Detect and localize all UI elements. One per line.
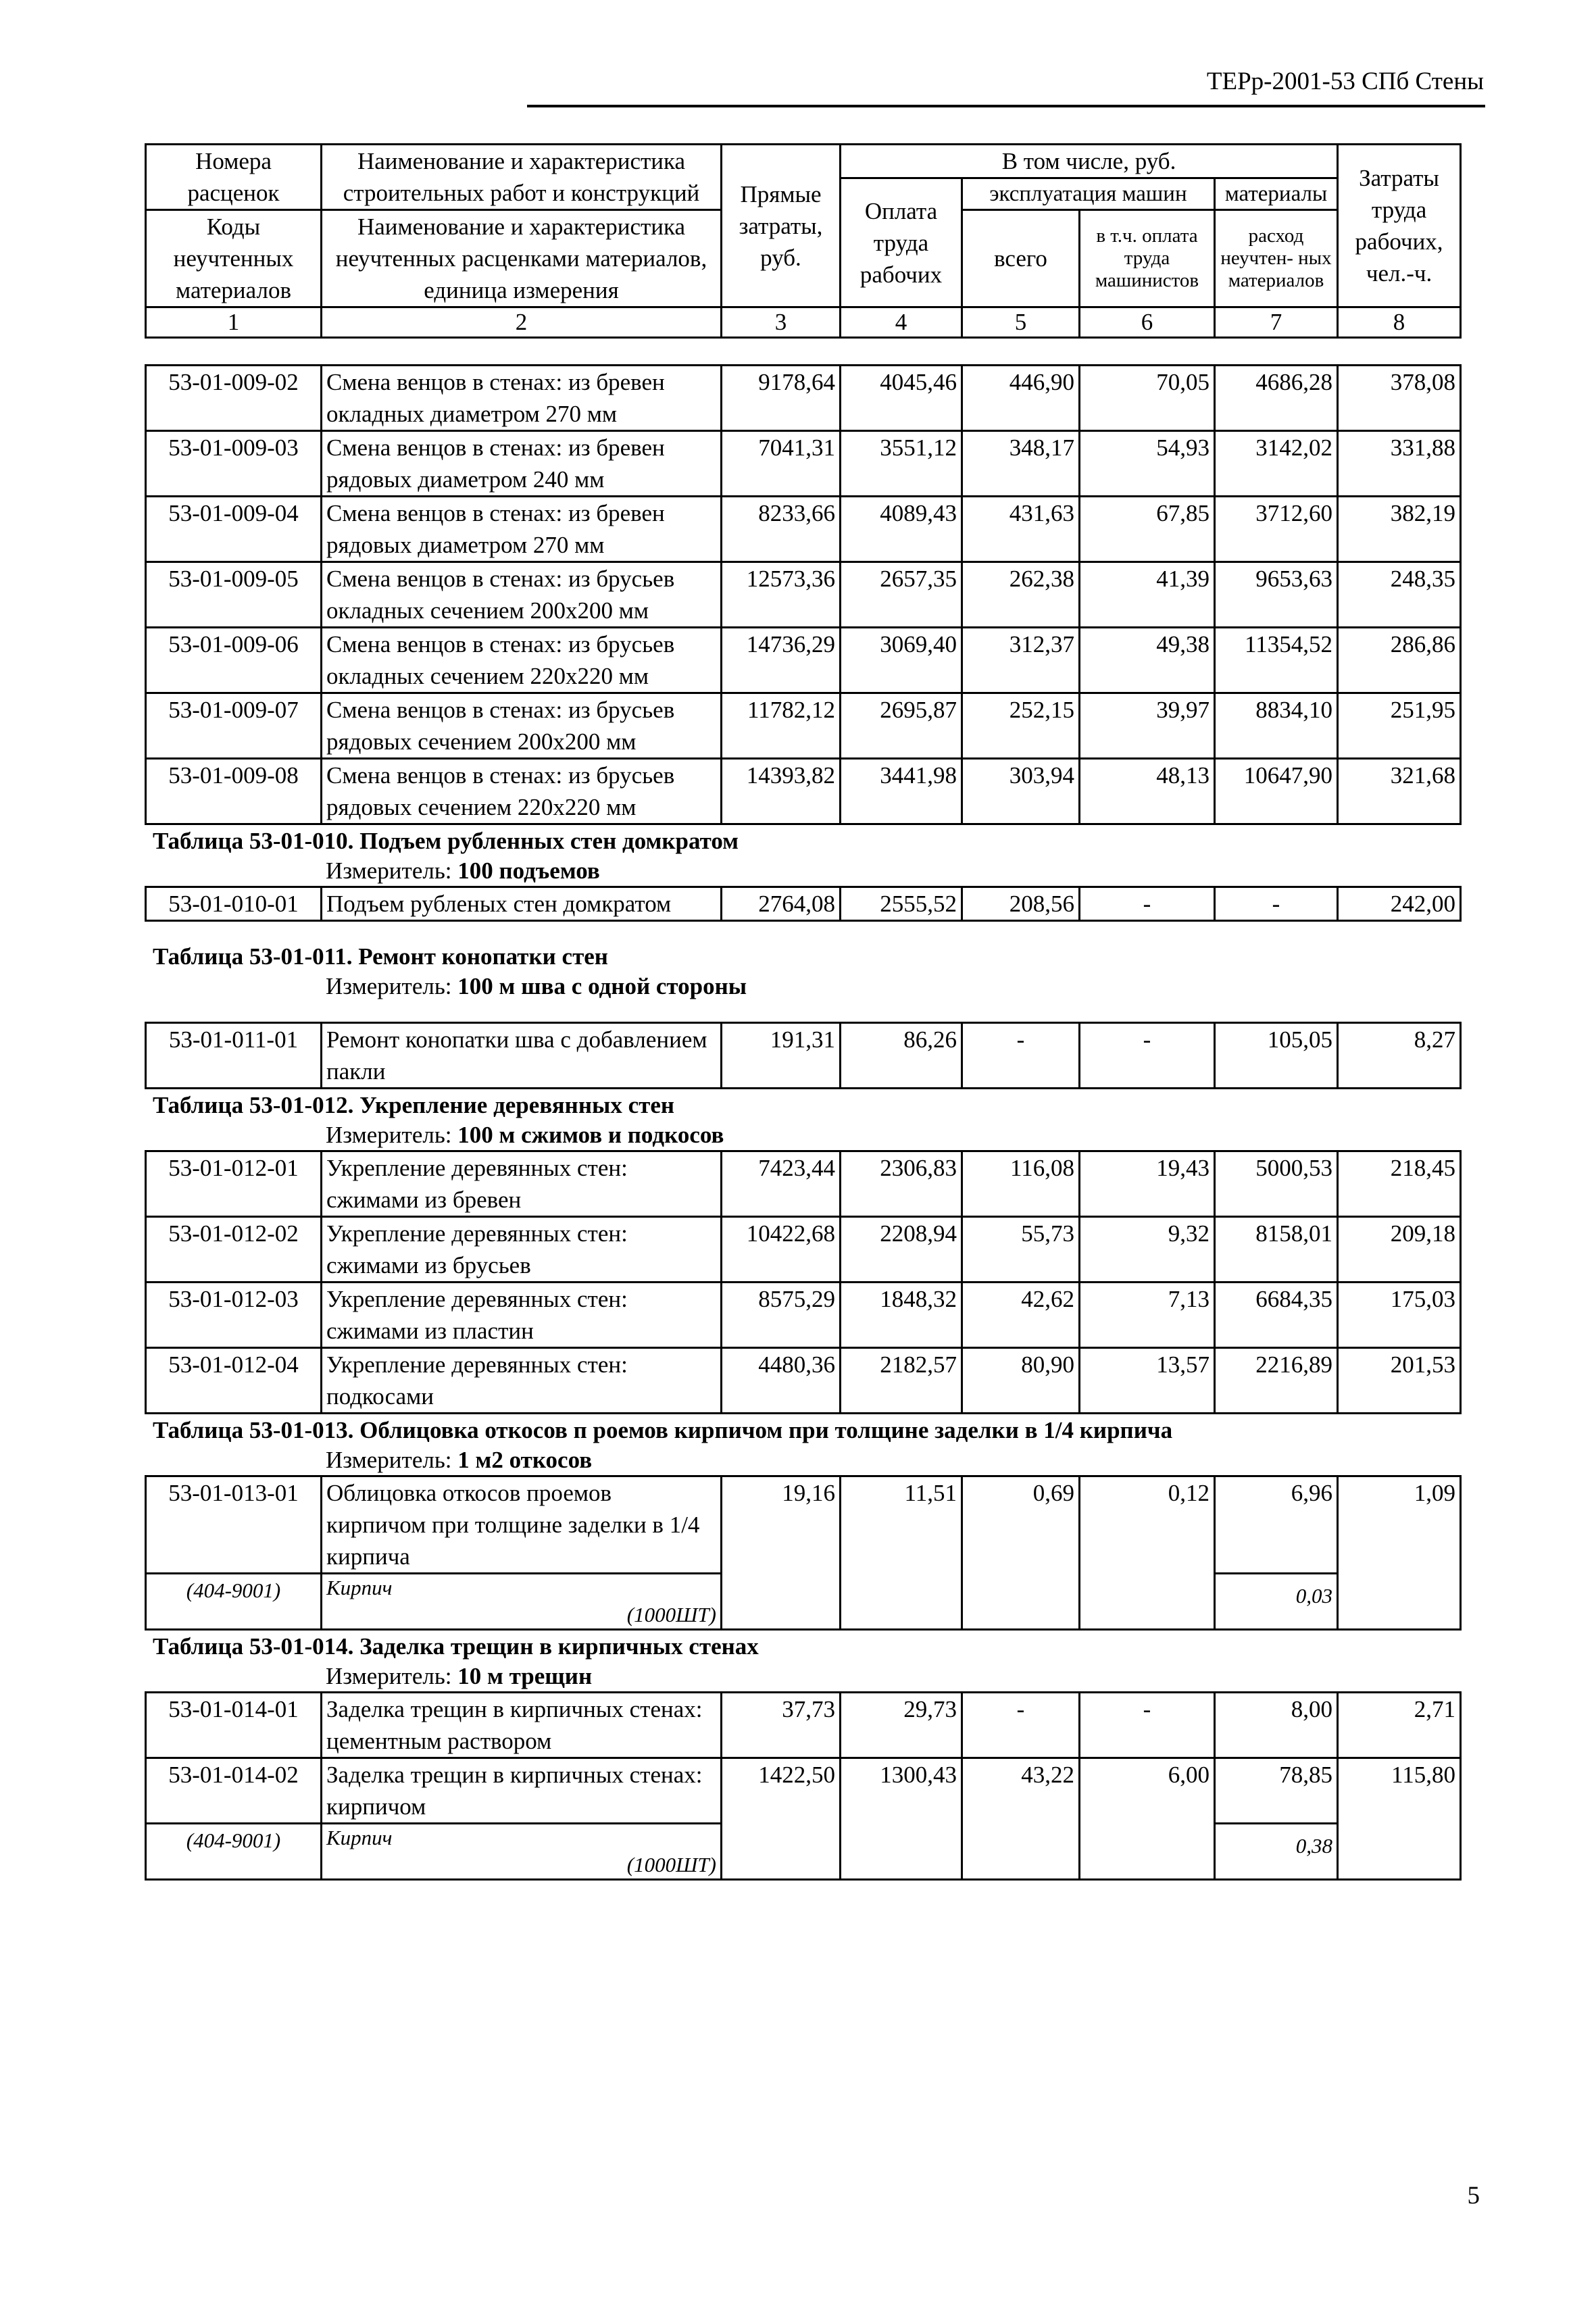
labor-hours: 8,27 (1338, 1023, 1461, 1089)
rate-name: Смена венцов в стенах: из бревен окладных диаметром 270 мм (322, 366, 722, 431)
operators-pay: 13,57 (1080, 1348, 1215, 1414)
header-materials: материалы (1215, 178, 1338, 210)
table-009 (145, 364, 1462, 825)
material-name: Кирпич (326, 1826, 393, 1849)
table-014-meter (145, 1662, 1460, 1691)
labor-hours: 115,80 (1338, 1758, 1461, 1824)
labor-hours: 242,00 (1338, 887, 1461, 921)
material-row (146, 1574, 1461, 1630)
empty-cell (722, 1574, 841, 1630)
rate-code: 53-01-012-01 (146, 1151, 322, 1217)
meter-label: Измеритель: (326, 1663, 452, 1689)
header-machines-total: всего (962, 210, 1080, 307)
labor-pay: 2306,83 (841, 1151, 962, 1217)
direct-costs: 11782,12 (722, 693, 841, 759)
labor-pay: 1300,43 (841, 1758, 962, 1824)
meter-value: 100 м шва с одной стороны (457, 973, 747, 999)
labor-hours: 175,03 (1338, 1283, 1461, 1348)
machines-total: 55,73 (962, 1217, 1080, 1283)
empty-cell (1080, 1824, 1215, 1880)
labor-hours: 209,18 (1338, 1217, 1461, 1283)
col-number: 4 (841, 307, 962, 338)
rate-name: Заделка трещин в кирпичных стенах: цементным раствором (322, 1693, 722, 1758)
labor-pay: 29,73 (841, 1693, 962, 1758)
machines-total: 303,94 (962, 759, 1080, 824)
machines-total: 252,15 (962, 693, 1080, 759)
header-labor-hours: Затраты труда рабочих, чел.-ч. (1338, 145, 1461, 307)
materials-cost: 4686,28 (1215, 366, 1338, 431)
table-013 (145, 1475, 1462, 1631)
rate-name: Подъем рубленых стен домкратом (322, 887, 722, 921)
col-number: 8 (1338, 307, 1461, 338)
material-amount: 0,03 (1215, 1574, 1338, 1630)
labor-hours: 218,45 (1338, 1151, 1461, 1217)
header-unaccounted-consumption: расход неучтен- ных материалов (1215, 210, 1338, 307)
rate-code: 53-01-009-07 (146, 693, 322, 759)
table-row (146, 431, 1461, 497)
col-number: 1 (146, 307, 322, 338)
labor-pay: 4089,43 (841, 497, 962, 562)
empty-cell (722, 1824, 841, 1880)
table-010-meter (145, 856, 1460, 886)
operators-pay: 41,39 (1080, 562, 1215, 628)
labor-hours: 321,68 (1338, 759, 1461, 824)
machines-total: - (962, 1023, 1080, 1089)
table-row (146, 1151, 1461, 1217)
table-row (146, 1217, 1461, 1283)
labor-pay: 4045,46 (841, 366, 962, 431)
rate-code: 53-01-009-06 (146, 628, 322, 693)
rate-name: Укрепление деревянных стен: сжимами из бревен (322, 1151, 722, 1217)
empty-cell (962, 1824, 1080, 1880)
machines-total: 208,56 (962, 887, 1080, 921)
labor-pay: 86,26 (841, 1023, 962, 1089)
materials-cost: 105,05 (1215, 1023, 1338, 1089)
table-013-title: Таблица 53-01-013. Облицовка откосов п роемов кирпичом при толщине заделки в 1/4 кирпича (153, 1417, 1173, 1443)
labor-pay: 2657,35 (841, 562, 962, 628)
table-014 (145, 1691, 1462, 1881)
rate-code: 53-01-009-05 (146, 562, 322, 628)
material-row (146, 1824, 1461, 1880)
rate-code: 53-01-014-02 (146, 1758, 322, 1824)
labor-pay: 3441,98 (841, 759, 962, 824)
labor-hours: 378,08 (1338, 366, 1461, 431)
machines-total: - (962, 1693, 1080, 1758)
materials-cost: 6684,35 (1215, 1283, 1338, 1348)
rate-name: Смена венцов в стенах: из бревен рядовых диаметром 270 мм (322, 497, 722, 562)
materials-cost: 2216,89 (1215, 1348, 1338, 1414)
empty-cell (841, 1574, 962, 1630)
meter-value: 100 м сжимов и подкосов (457, 1122, 724, 1148)
rate-name: Укрепление деревянных стен: сжимами из брусьев (322, 1217, 722, 1283)
meter-label: Измеритель: (326, 857, 452, 884)
operators-pay: 49,38 (1080, 628, 1215, 693)
table-row (146, 628, 1461, 693)
meter-label: Измеритель: (326, 1122, 452, 1148)
material-unit: (1000ШТ) (626, 1603, 716, 1626)
rates-document (145, 143, 1460, 1881)
rate-name: Укрепление деревянных стен: подкосами (322, 1348, 722, 1414)
operators-pay: 6,00 (1080, 1758, 1215, 1824)
rate-name: Смена венцов в стенах: из брусьев рядовых сечением 220x220 мм (322, 759, 722, 824)
empty-cell (1338, 1824, 1461, 1880)
table-010-title: Таблица 53-01-010. Подъем рубленных стен домкратом (153, 828, 739, 854)
operators-pay: 54,93 (1080, 431, 1215, 497)
rate-name: Смена венцов в стенах: из брусьев рядовых сечением 200x200 мм (322, 693, 722, 759)
machines-total: 0,69 (962, 1476, 1080, 1574)
operators-pay: 19,43 (1080, 1151, 1215, 1217)
rate-code: 53-01-009-04 (146, 497, 322, 562)
direct-costs: 10422,68 (722, 1217, 841, 1283)
col-number: 3 (722, 307, 841, 338)
table-row (146, 497, 1461, 562)
header-including-group: В том числе, руб. (841, 145, 1338, 178)
header-labor-pay: Оплата труда рабочих (841, 178, 962, 307)
header-machine-operation: эксплуатация машин (962, 178, 1215, 210)
machines-total: 80,90 (962, 1348, 1080, 1414)
rate-code: 53-01-009-03 (146, 431, 322, 497)
empty-cell (1338, 1574, 1461, 1630)
table-011-title: Таблица 53-01-011. Ремонт конопатки стен (153, 943, 608, 970)
rate-code: 53-01-014-01 (146, 1693, 322, 1758)
labor-pay: 1848,32 (841, 1283, 962, 1348)
materials-cost: 6,96 (1215, 1476, 1338, 1574)
rate-name: Смена венцов в стенах: из брусьев окладных сечением 220x220 мм (322, 628, 722, 693)
table-row (146, 693, 1461, 759)
machines-total: 43,22 (962, 1758, 1080, 1824)
material-amount: 0,38 (1215, 1824, 1338, 1880)
machines-total: 116,08 (962, 1151, 1080, 1217)
rate-name: Заделка трещин в кирпичных стенах: кирпичом (322, 1758, 722, 1824)
materials-cost: 11354,52 (1215, 628, 1338, 693)
table-012-meter (145, 1120, 1460, 1150)
empty-cell (962, 1574, 1080, 1630)
operators-pay: - (1080, 887, 1215, 921)
labor-hours: 201,53 (1338, 1348, 1461, 1414)
table-012-title: Таблица 53-01-012. Укрепление деревянных стен (153, 1092, 675, 1118)
col-number: 5 (962, 307, 1080, 338)
meter-value: 10 м трещин (457, 1663, 593, 1689)
rate-name: Смена венцов в стенах: из бревен рядовых диаметром 240 мм (322, 431, 722, 497)
rate-code: 53-01-013-01 (146, 1476, 322, 1574)
meter-value: 100 подъемов (457, 857, 600, 884)
labor-hours: 1,09 (1338, 1476, 1461, 1574)
table-row (146, 759, 1461, 824)
materials-cost: 8158,01 (1215, 1217, 1338, 1283)
document-header-title: ТЕРр-2001-53 СПб Стены (1206, 68, 1484, 95)
labor-pay: 3069,40 (841, 628, 962, 693)
materials-cost: 5000,53 (1215, 1151, 1338, 1217)
operators-pay: 70,05 (1080, 366, 1215, 431)
table-row (146, 1758, 1461, 1824)
materials-cost: 8834,10 (1215, 693, 1338, 759)
machines-total: 446,90 (962, 366, 1080, 431)
empty-cell (1080, 1574, 1215, 1630)
page-number: 5 (1467, 2182, 1480, 2210)
table-011 (145, 1022, 1462, 1089)
materials-cost: 9653,63 (1215, 562, 1338, 628)
labor-pay: 3551,12 (841, 431, 962, 497)
meter-label: Измеритель: (326, 973, 452, 999)
table-row (146, 562, 1461, 628)
material-name-cell (322, 1824, 722, 1880)
rate-name: Ремонт конопатки шва с добавлением пакли (322, 1023, 722, 1089)
table-row (146, 366, 1461, 431)
labor-pay: 11,51 (841, 1476, 962, 1574)
column-header-table (145, 143, 1462, 339)
rate-name: Смена венцов в стенах: из брусьев окладных сечением 200x200 мм (322, 562, 722, 628)
rate-code: 53-01-010-01 (146, 887, 322, 921)
empty-cell (841, 1824, 962, 1880)
direct-costs: 1422,50 (722, 1758, 841, 1824)
material-code: (404-9001) (146, 1824, 322, 1880)
labor-hours: 286,86 (1338, 628, 1461, 693)
table-010 (145, 886, 1462, 922)
direct-costs: 8233,66 (722, 497, 841, 562)
labor-pay: 2182,57 (841, 1348, 962, 1414)
material-name-cell (322, 1574, 722, 1630)
col-number: 2 (322, 307, 722, 338)
materials-cost: 3142,02 (1215, 431, 1338, 497)
header-operators-pay: в т.ч. оплата труда машинистов (1080, 210, 1215, 307)
table-row (146, 887, 1461, 921)
rate-name: Укрепление деревянных стен: сжимами из пластин (322, 1283, 722, 1348)
labor-pay: 2208,94 (841, 1217, 962, 1283)
labor-hours: 331,88 (1338, 431, 1461, 497)
table-row (146, 1023, 1461, 1089)
labor-hours: 382,19 (1338, 497, 1461, 562)
header-direct-costs: Прямые затраты, руб. (722, 145, 841, 307)
labor-pay: 2695,87 (841, 693, 962, 759)
materials-cost: 8,00 (1215, 1693, 1338, 1758)
operators-pay: 7,13 (1080, 1283, 1215, 1348)
materials-cost: - (1215, 887, 1338, 921)
materials-cost: 10647,90 (1215, 759, 1338, 824)
header-unaccounted-materials-name: Наименование и характеристика неучтенных расценками материалов, единица измерения (322, 210, 722, 307)
materials-cost: 78,85 (1215, 1758, 1338, 1824)
direct-costs: 9178,64 (722, 366, 841, 431)
direct-costs: 37,73 (722, 1693, 841, 1758)
direct-costs: 7041,31 (722, 431, 841, 497)
machines-total: 348,17 (962, 431, 1080, 497)
labor-hours: 248,35 (1338, 562, 1461, 628)
direct-costs: 12573,36 (722, 562, 841, 628)
operators-pay: 48,13 (1080, 759, 1215, 824)
header-rate-numbers: Номера расценок (146, 145, 322, 210)
operators-pay: - (1080, 1693, 1215, 1758)
table-row (146, 1283, 1461, 1348)
table-012 (145, 1150, 1462, 1414)
operators-pay: - (1080, 1023, 1215, 1089)
col-number: 7 (1215, 307, 1338, 338)
direct-costs: 8575,29 (722, 1283, 841, 1348)
table-row (146, 1476, 1461, 1574)
rate-code: 53-01-012-04 (146, 1348, 322, 1414)
machines-total: 262,38 (962, 562, 1080, 628)
labor-hours: 2,71 (1338, 1693, 1461, 1758)
direct-costs: 7423,44 (722, 1151, 841, 1217)
direct-costs: 4480,36 (722, 1348, 841, 1414)
col-number: 6 (1080, 307, 1215, 338)
material-name: Кирпич (326, 1576, 393, 1599)
machines-total: 42,62 (962, 1283, 1080, 1348)
operators-pay: 39,97 (1080, 693, 1215, 759)
machines-total: 431,63 (962, 497, 1080, 562)
meter-value: 1 м2 откосов (457, 1447, 593, 1473)
rate-code: 53-01-012-02 (146, 1217, 322, 1283)
direct-costs: 19,16 (722, 1476, 841, 1574)
direct-costs: 14736,29 (722, 628, 841, 693)
rate-code: 53-01-012-03 (146, 1283, 322, 1348)
operators-pay: 0,12 (1080, 1476, 1215, 1574)
labor-pay: 2555,52 (841, 887, 962, 921)
labor-hours: 251,95 (1338, 693, 1461, 759)
direct-costs: 2764,08 (722, 887, 841, 921)
table-014-title: Таблица 53-01-014. Заделка трещин в кирпичных стенах (153, 1633, 759, 1660)
operators-pay: 67,85 (1080, 497, 1215, 562)
rate-code: 53-01-009-08 (146, 759, 322, 824)
header-work-name: Наименование и характеристика строительных работ и конструкций (322, 145, 722, 210)
table-011-meter (145, 972, 1460, 1001)
materials-cost: 3712,60 (1215, 497, 1338, 562)
table-row (146, 1348, 1461, 1414)
direct-costs: 14393,82 (722, 759, 841, 824)
header-rule (527, 105, 1485, 107)
header-unaccounted-codes: Коды неучтенных материалов (146, 210, 322, 307)
rate-name: Облицовка откосов проемов кирпичом при толщине заделки в 1/4 кирпича (322, 1476, 722, 1574)
direct-costs: 191,31 (722, 1023, 841, 1089)
material-code: (404-9001) (146, 1574, 322, 1630)
table-row (146, 1693, 1461, 1758)
operators-pay: 9,32 (1080, 1217, 1215, 1283)
rate-code: 53-01-009-02 (146, 366, 322, 431)
table-013-meter (145, 1445, 1460, 1475)
machines-total: 312,37 (962, 628, 1080, 693)
rate-code: 53-01-011-01 (146, 1023, 322, 1089)
meter-label: Измеритель: (326, 1447, 452, 1473)
material-unit: (1000ШТ) (626, 1853, 716, 1876)
